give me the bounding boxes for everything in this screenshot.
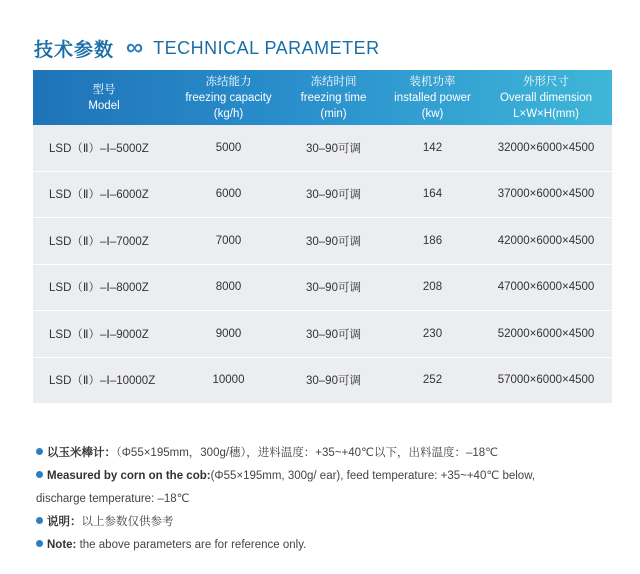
header-dimension [480,70,612,125]
cell-dimension: 32000×6000×4500 [497,141,595,154]
note-corn-cn [36,442,611,465]
note-text: (Φ55×195mm, 300g/ ear), feed temperature: +35~+40℃ below, [210,470,536,482]
table-row [33,218,612,265]
note-cn [36,511,611,534]
header-unit: (kw) [421,107,444,120]
note-text: 以上参数仅供参考 [81,516,174,528]
header-cn: 外形尺寸 [523,75,569,88]
cell-time: 30–90可调 [306,189,361,202]
header-cn: 冻结能力 [205,75,252,88]
header-en: freezing capacity [185,91,272,104]
cell-time: 30–90可调 [306,235,361,248]
header-time [282,70,385,125]
cell-power: 230 [422,327,443,340]
table-header [33,70,612,125]
header-power [385,70,480,125]
header-cn: 冻结时间 [310,75,357,88]
cell-model: LSD（Ⅱ）–Ⅰ–10000Z [49,375,156,388]
cell-dimension: 57000×6000×4500 [497,374,595,387]
bullet-icon [36,448,43,455]
header-cn: 型号 [92,83,116,96]
cell-capacity: 9000 [215,327,242,340]
cell-dimension: 47000×6000×4500 [497,281,595,294]
note-label: 以玉米棒计： [47,447,116,459]
cell-time: 30–90可调 [306,142,361,155]
infinity-icon: ∞ [126,34,144,61]
header-en: Overall dimension [499,91,593,104]
cell-capacity: 7000 [215,234,242,247]
note-corn-en-cont: discharge temperature: –18℃ [36,493,190,505]
header-unit: (kg/h) [213,107,244,120]
note-corn-en [36,465,611,488]
cell-model: LSD（Ⅱ）–Ⅰ–9000Z [49,328,149,341]
note-label: 说明： [47,516,82,528]
cell-time: 30–90可调 [306,328,361,341]
parameter-table [33,70,612,403]
cell-capacity: 10000 [212,374,245,387]
bullet-icon [36,540,43,547]
cell-model: LSD（Ⅱ）–Ⅰ–5000Z [49,142,149,155]
header-unit: (min) [320,107,347,120]
note-text: the above parameters are for reference only. [79,539,307,551]
header-en: Model [88,99,120,112]
section-header [34,32,380,64]
title-en: TECHNICAL PARAMETER [153,37,380,58]
note-label: Note: [47,539,77,551]
title-cn: 技术参数 [34,39,115,61]
table-row [33,311,612,358]
note-text: （Φ55×195mm，300g/穗），进料温度：+35~+40℃以下，出料温度：–18℃ [116,447,499,459]
table-body [33,125,612,403]
header-en: installed power [394,91,471,104]
cell-capacity: 5000 [215,141,242,154]
cell-power: 252 [422,374,443,387]
note-label: Measured by corn on the cob: [47,470,211,482]
header-en: freezing time [300,91,367,104]
header-unit: L×W×H(mm) [513,107,579,120]
header-model [33,70,175,125]
cell-power: 186 [422,234,443,247]
header-cn: 装机功率 [409,75,456,88]
table-row [33,125,612,172]
cell-power: 208 [422,281,443,294]
table-row [33,265,612,312]
bullet-icon [36,517,43,524]
cell-time: 30–90可调 [306,375,361,388]
cell-model: LSD（Ⅱ）–Ⅰ–6000Z [49,189,149,202]
cell-capacity: 6000 [215,188,242,201]
cell-power: 164 [422,188,443,201]
table-row [33,358,612,404]
notes [36,442,611,557]
cell-dimension: 52000×6000×4500 [497,327,595,340]
cell-dimension: 37000×6000×4500 [497,188,595,201]
cell-time: 30–90可调 [306,282,361,295]
cell-dimension: 42000×6000×4500 [497,234,595,247]
cell-capacity: 8000 [215,281,242,294]
cell-model: LSD（Ⅱ）–Ⅰ–8000Z [49,282,149,295]
table-row [33,172,612,219]
note-en [36,534,611,557]
bullet-icon [36,471,43,478]
cell-model: LSD（Ⅱ）–Ⅰ–7000Z [49,235,149,248]
cell-power: 142 [422,141,443,154]
header-capacity [175,70,282,125]
